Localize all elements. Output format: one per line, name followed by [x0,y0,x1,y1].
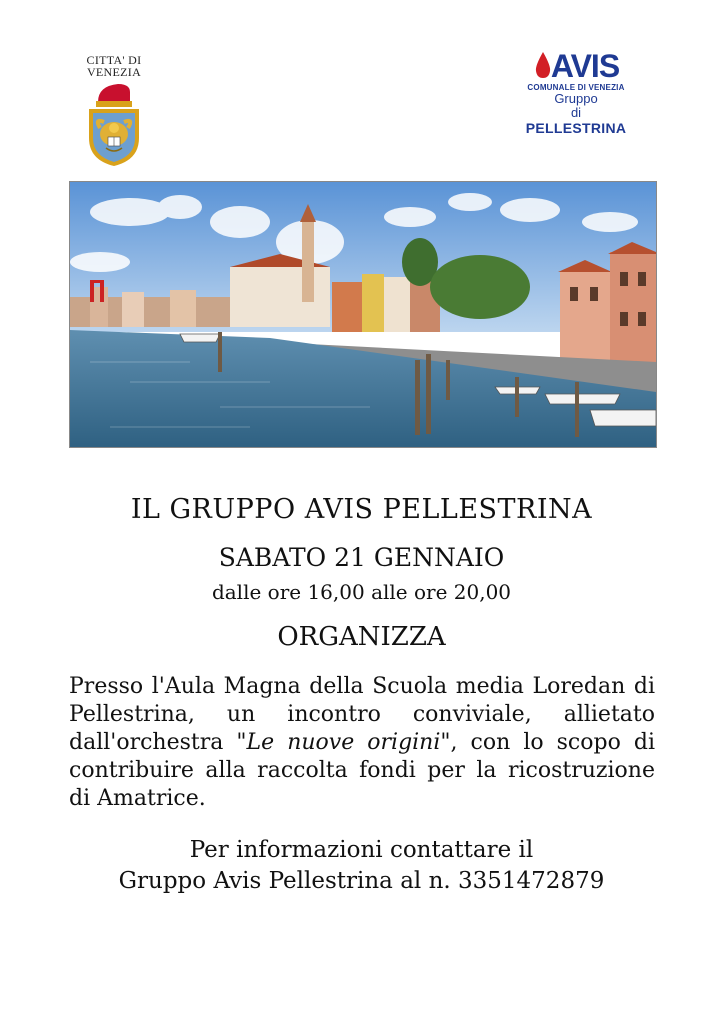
avis-place: PELLESTRINA [525,120,627,136]
contact-line1: Per informazioni contattare il [189,837,534,863]
avis-subtitle: COMUNALE DI VENEZIA [527,83,625,92]
venezia-logo-line2: VENEZIA [86,65,142,79]
avis-gruppo: Gruppo [554,91,598,106]
event-hours: dalle ore 16,00 alle ore 20,00 [211,580,512,604]
description-part1: Presso l'Aula Magna della Scuola media Loredan di Pellestrina, un incontro conviviale, allietato dall'orchestra [69,674,655,755]
pellestrina-lagoon-photo [69,181,657,448]
blood-drop-icon [533,50,553,80]
orchestra-name: "Le nuove origini" [236,730,451,755]
avis-brand-text: AVIS [550,48,620,84]
lion-of-st-mark-crest-icon [84,82,144,168]
organizza-heading: ORGANIZZA [277,622,446,652]
citta-di-venezia-logo [78,54,150,172]
event-description [69,673,655,813]
avis-di: di [570,105,582,120]
avis-brand [533,50,619,82]
contact-line2: Gruppo Avis Pellestrina al n. 3351472879 [118,868,605,894]
event-title: IL GRUPPO AVIS PELLESTRINA [130,494,593,525]
description-part2: , con lo scopo di contribuire alla raccolta fondi per la ricostruzione di Amatrice. [69,730,655,811]
event-date: SABATO 21 GENNAIO [218,543,505,572]
contact-info [0,835,723,897]
venezia-logo-line1: CITTA' DI [86,53,142,67]
avis-logo [520,50,632,136]
